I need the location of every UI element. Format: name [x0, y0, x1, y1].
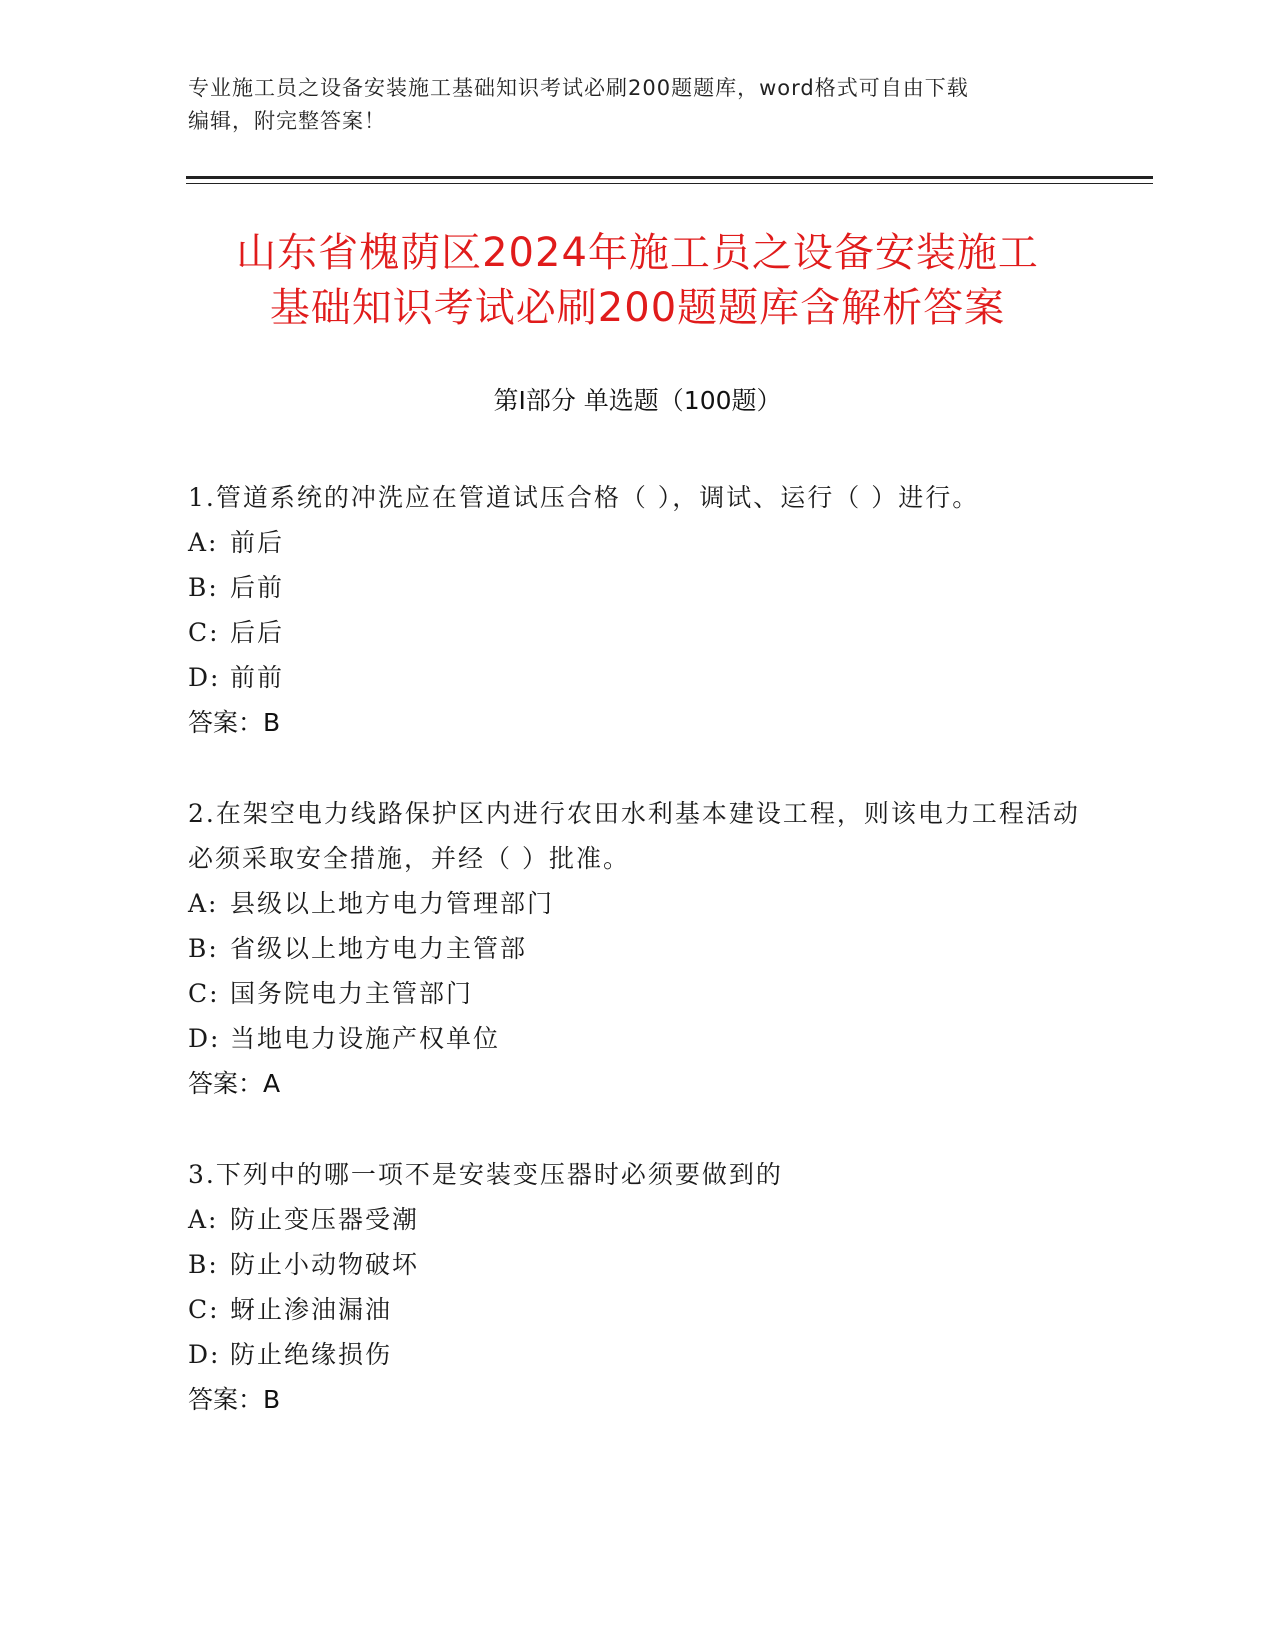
option-letter: B:: [188, 573, 219, 602]
option-text: 省级以上地方电力主管部: [230, 934, 528, 963]
option-letter: D:: [188, 1024, 221, 1053]
option-text: 国务院电力主管部门: [230, 979, 474, 1008]
question-item-1: [188, 475, 1088, 745]
option-d: [188, 1332, 1088, 1377]
document-title-line2: 基础知识考试必刷200题题库含解析答案: [269, 285, 1006, 331]
option-letter: C:: [188, 979, 220, 1008]
option-text: 后后: [230, 618, 285, 647]
option-text: 防止变压器受潮: [230, 1205, 420, 1234]
option-letter: C:: [188, 1295, 220, 1324]
option-text: 防止小动物破坏: [230, 1250, 420, 1279]
document-title-line1: 山东省槐荫区2024年施工员之设备安装施工: [236, 230, 1039, 276]
option-text: 县级以上地方电力管理部门: [230, 889, 555, 918]
option-letter: B:: [188, 1250, 219, 1279]
option-c: [188, 971, 1088, 1016]
option-text: 当地电力设施产权单位: [230, 1024, 501, 1053]
answer-line: 答案：A: [188, 1069, 281, 1098]
option-text: 蚜止渗油漏油: [230, 1295, 393, 1324]
option-letter: C:: [188, 618, 220, 647]
answer-line: 答案：B: [188, 708, 281, 737]
question-stem: 3.下列中的哪一项不是安装变压器时必须要做到的: [188, 1160, 783, 1189]
option-text: 后前: [230, 573, 285, 602]
question-list: [188, 475, 1088, 1468]
section-heading: 第Ⅰ部分 单选题（100题）: [493, 386, 782, 415]
option-text: 前前: [230, 663, 285, 692]
option-c: [188, 1287, 1088, 1332]
option-letter: D:: [188, 1340, 221, 1369]
option-a: [188, 520, 1088, 565]
option-letter: A:: [188, 1205, 219, 1234]
question-stem: 1.管道系统的冲洗应在管道试压合格（ ），调试、运行（ ）进行。: [188, 483, 980, 512]
option-text: 防止绝缘损伤: [230, 1340, 393, 1369]
option-d: [188, 1016, 1088, 1061]
header-divider-thin: [186, 183, 1153, 184]
question-item-3: [188, 1152, 1088, 1422]
option-text: 前后: [230, 528, 285, 557]
option-letter: A:: [188, 889, 219, 918]
header-note-line1: 专业施工员之设备安装施工基础知识考试必刷200题题库，word格式可自由下载: [188, 76, 969, 100]
question-stem: 2.在架空电力线路保护区内进行农田水利基本建设工程，则该电力工程活动必须采取安全措施，并经（ ）批准。: [188, 799, 1080, 873]
option-c: [188, 610, 1088, 655]
option-d: [188, 655, 1088, 700]
option-b: [188, 565, 1088, 610]
option-letter: B:: [188, 934, 219, 963]
header-divider-thick: [186, 176, 1153, 179]
option-a: [188, 1197, 1088, 1242]
option-letter: D:: [188, 663, 221, 692]
option-b: [188, 926, 1088, 971]
option-a: [188, 881, 1088, 926]
option-letter: A:: [188, 528, 219, 557]
document-title: [150, 226, 1125, 336]
answer-line: 答案：B: [188, 1385, 281, 1414]
question-item-2: [188, 791, 1088, 1106]
option-b: [188, 1242, 1088, 1287]
header-note: [188, 72, 1088, 138]
header-note-line2: 编辑，附完整答案！: [188, 109, 386, 133]
